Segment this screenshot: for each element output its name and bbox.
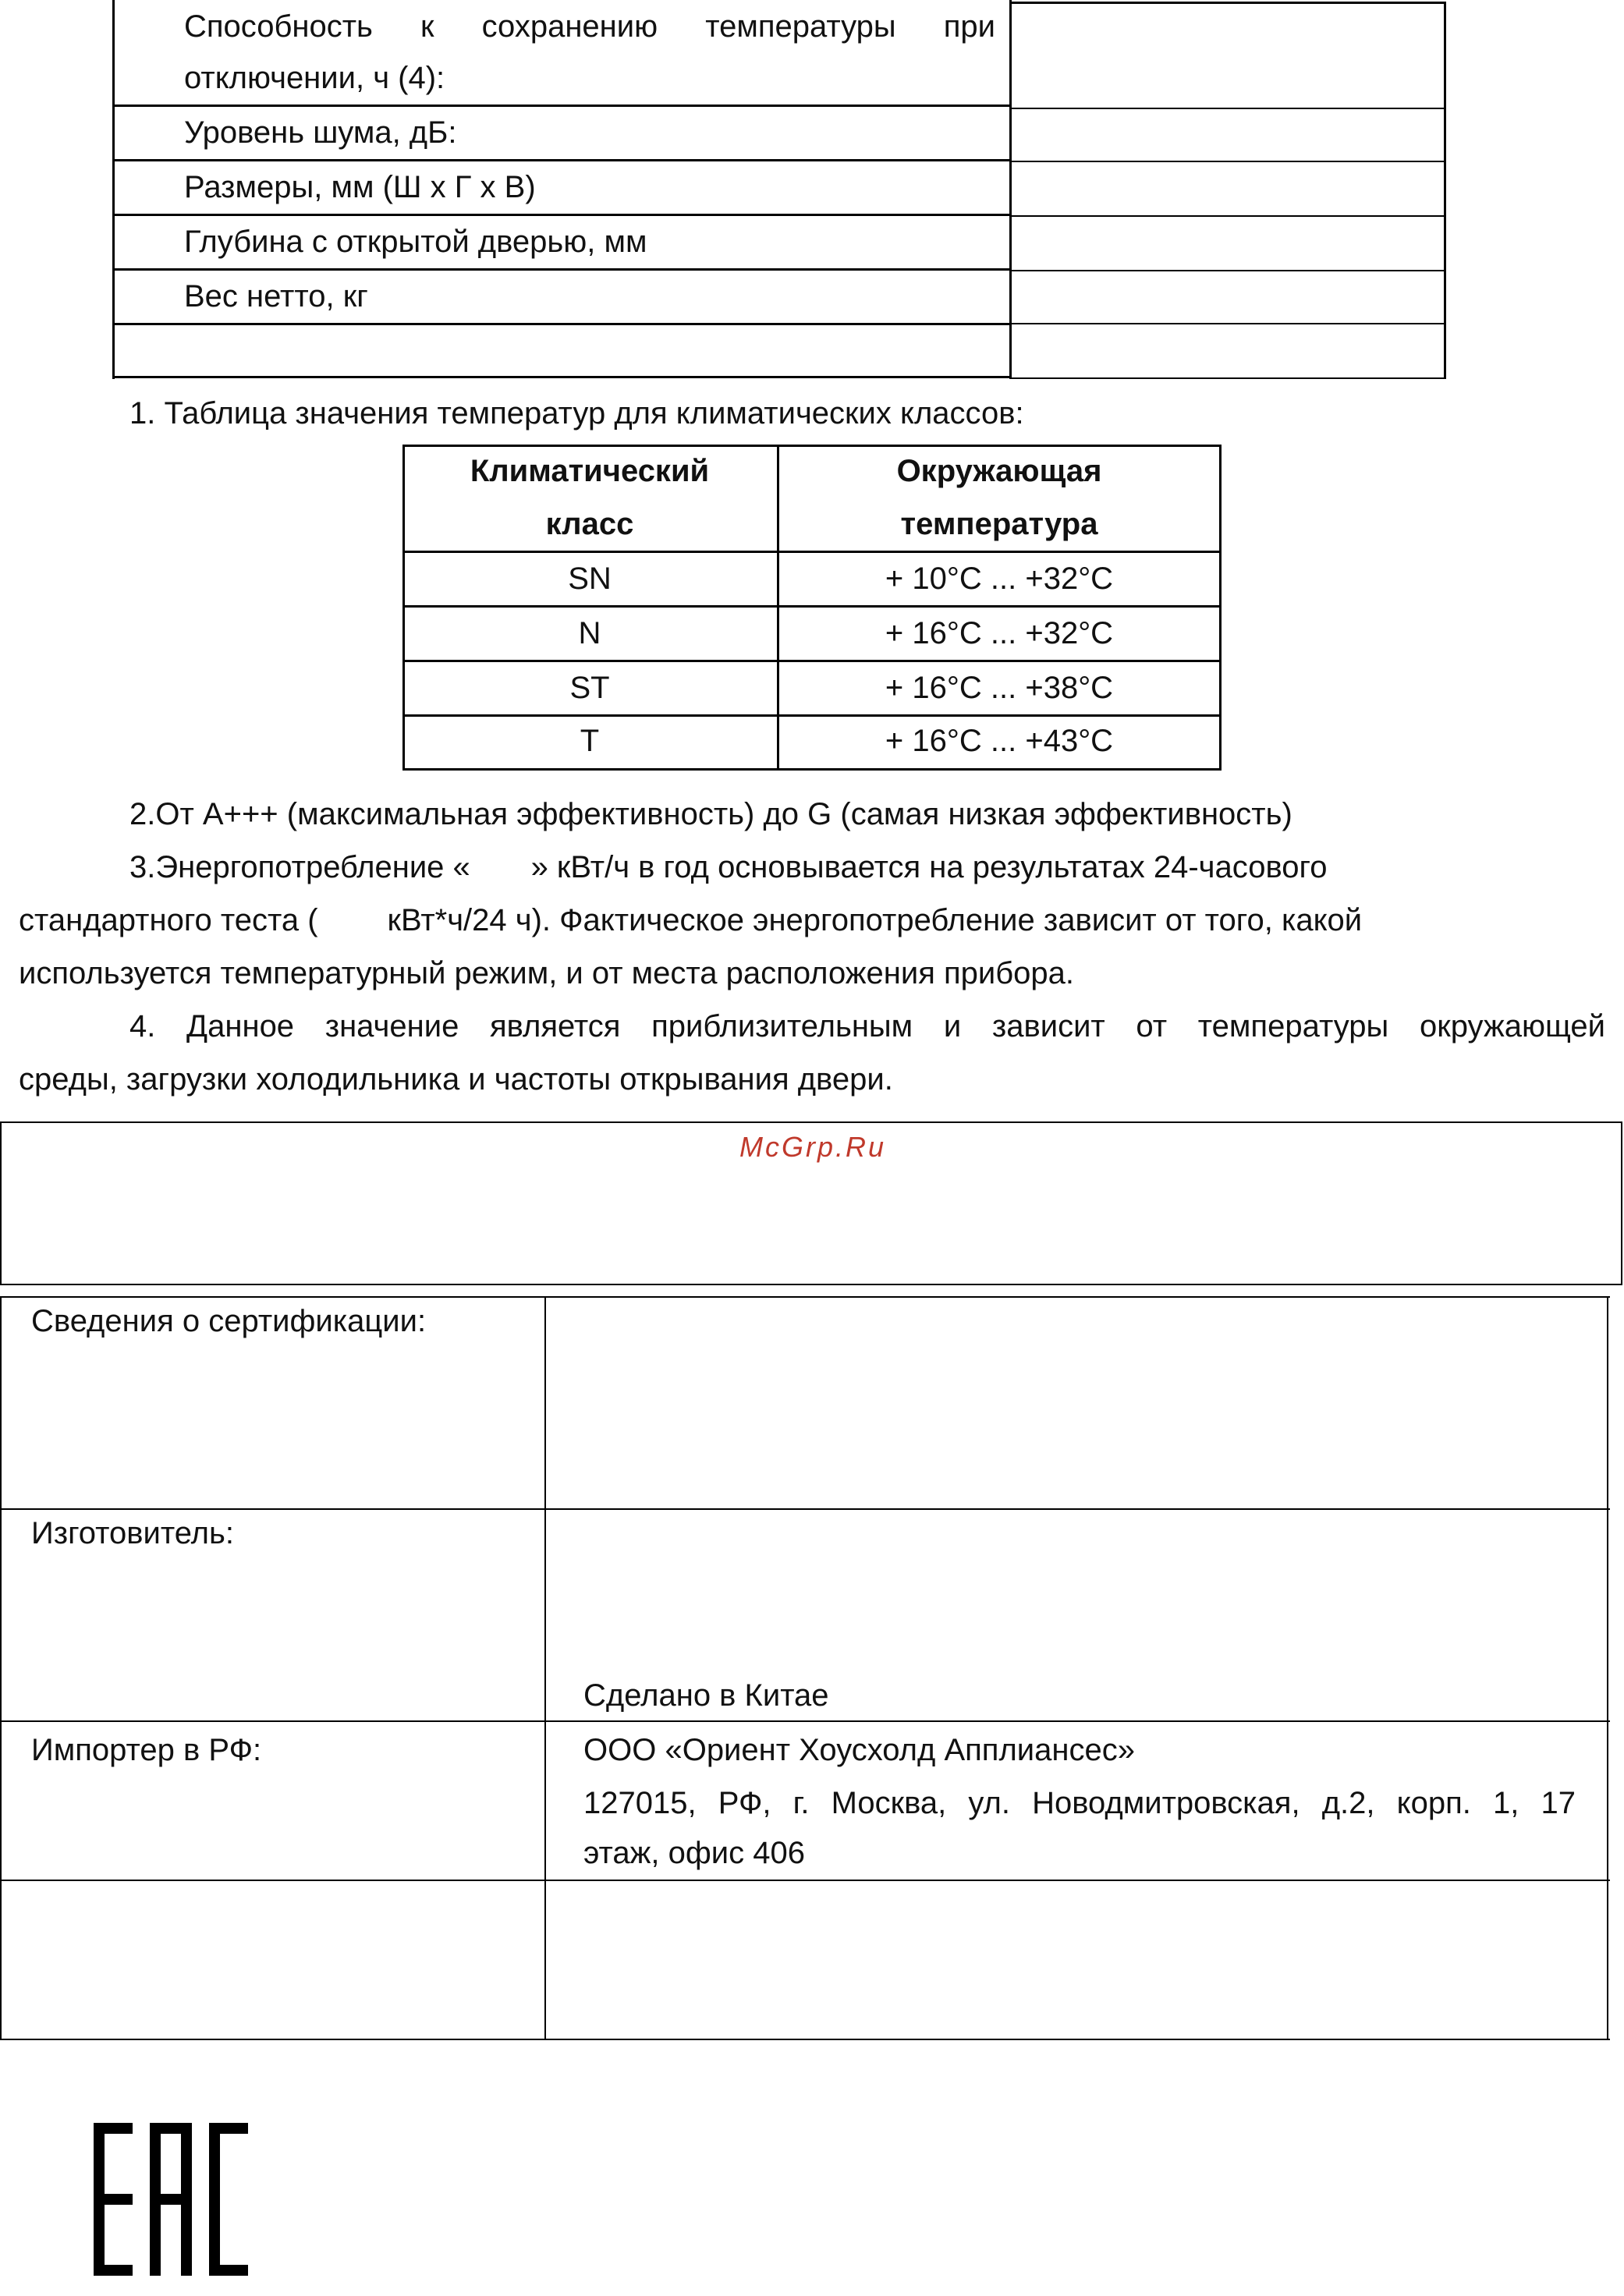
- climate-temp-cell: + 16°C ... +38°C: [885, 671, 1114, 705]
- spec-label-dimensions: Размеры, мм (Ш х Г х В): [184, 170, 536, 204]
- note-4-line1: 4. Данное значение является приблизительным и зависит от температуры окружающей: [129, 1009, 1605, 1043]
- climate-temp-cell: + 16°C ... +32°C: [885, 616, 1114, 650]
- climate-header-class-line1: Климатический: [470, 454, 710, 488]
- climate-class-cell: ST: [569, 671, 610, 705]
- note-4-line2: среды, загрузки холодильника и частоты открывания двери.: [19, 1062, 893, 1097]
- importer-address-line2: этаж, офис 406: [583, 1836, 805, 1870]
- importer-label: Импортер в РФ:: [31, 1733, 262, 1767]
- note-1: 1. Таблица значения температур для климатических классов:: [129, 396, 1024, 430]
- watermark-text: McGrp.Ru: [739, 1131, 887, 1163]
- climate-class-cell: T: [580, 724, 600, 758]
- spec-label-noise-level: Уровень шума, дБ:: [184, 115, 457, 150]
- climate-class-cell: N: [578, 616, 601, 650]
- climate-temp-cell: + 16°C ... +43°C: [885, 724, 1114, 758]
- climate-class-cell: SN: [568, 562, 612, 596]
- importer-name: ООО «Ориент Хоусхолд Апплиансес»: [583, 1733, 1135, 1767]
- climate-table: [402, 445, 1222, 772]
- spec-label-temperature-retention-line1: Способность к сохранению температуры при: [184, 9, 995, 44]
- info-table: [0, 1296, 1610, 2042]
- manufacturer-value: Сделано в Китае: [583, 1678, 829, 1713]
- importer-address-line1: 127015, РФ, г. Москва, ул. Новодмитровская, д.2, корп. 1, 17: [583, 1786, 1576, 1820]
- spec-label-net-weight: Вес нетто, кг: [184, 279, 368, 314]
- note-3-line2: стандартного теста ( кВт*ч/24 ч). Фактическое энергопотребление зависит от того, какой: [19, 903, 1363, 937]
- spec-table: [0, 0, 1624, 382]
- spec-label-depth-open-door: Глубина с открытой дверью, мм: [184, 225, 647, 259]
- climate-header-temp-line1: Окружающая: [896, 454, 1102, 488]
- manufacturer-label: Изготовитель:: [31, 1516, 234, 1550]
- eac-logo-icon: [90, 2121, 251, 2277]
- climate-header-class-line2: класс: [545, 507, 634, 541]
- note-3-line3: используется температурный режим, и от места расположения прибора.: [19, 956, 1074, 990]
- climate-temp-cell: + 10°C ... +32°C: [885, 562, 1114, 596]
- watermark-box: [0, 1121, 1622, 1285]
- eac-mark: [90, 2121, 251, 2277]
- certification-label: Сведения о сертификации:: [31, 1304, 427, 1338]
- note-2: 2.От А+++ (максимальная эффективность) до G (самая низкая эффективность): [129, 797, 1292, 831]
- spec-label-temperature-retention-line2: отключении, ч (4):: [184, 61, 445, 95]
- climate-header-temp-line2: температура: [900, 507, 1098, 541]
- note-3-line1: 3.Энергопотребление « » кВт/ч в год основывается на результатах 24-часового: [129, 850, 1328, 884]
